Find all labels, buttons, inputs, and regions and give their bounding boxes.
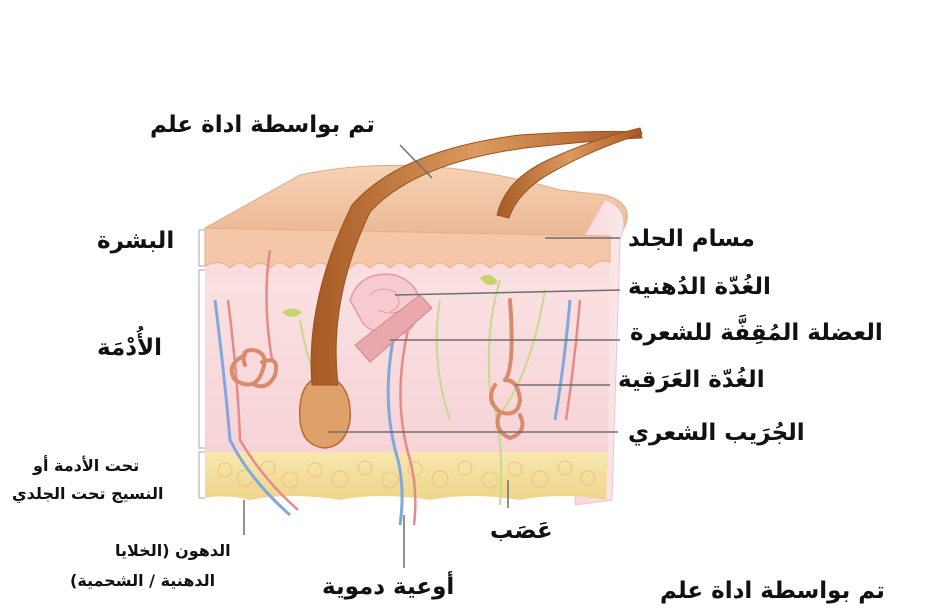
layer-brackets xyxy=(199,230,205,498)
label-nerve: عَصَب xyxy=(490,518,553,544)
label-arrector-muscle: العضلة المُقِفَّة للشعرة xyxy=(630,320,883,346)
label-fat-line1: الدهون (الخلايا xyxy=(115,541,231,560)
label-fat-line2: الدهنية / الشحمية) xyxy=(70,571,216,590)
hair-follicle-bulb xyxy=(300,380,350,448)
label-sweat-gland: الغُدّة العَرَقية xyxy=(618,367,765,393)
label-blood-vessels: أوعية دموية xyxy=(322,574,455,600)
label-pore: مسام الجلد xyxy=(628,226,755,252)
label-epidermis: البشرة xyxy=(97,228,175,254)
label-hair-follicle: الجُرَيب الشعري xyxy=(628,420,805,446)
watermark-bottom: تم بواسطة اداة علم xyxy=(660,578,885,604)
label-sebaceous-gland: الغُدّة الدُهنية xyxy=(628,274,771,300)
label-hypodermis-line1: تحت الأدمة أو xyxy=(33,456,140,475)
label-dermis: الأُدْمَة xyxy=(97,335,163,361)
title-top: تم بواسطة اداة علم xyxy=(150,112,375,138)
label-hypodermis-line2: النسيج تحت الجلدي xyxy=(12,484,164,503)
